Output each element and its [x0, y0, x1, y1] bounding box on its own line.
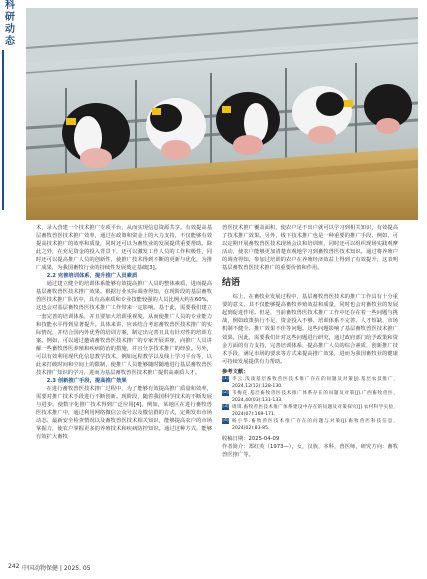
section-tag-char: 研	[5, 12, 15, 23]
paragraph: 术，录入营建一个技术推广专项平台，从而实现信息资源共享。有效提高基层畜牧兽医技术推广效率，通过在政策和资金上的大力支持，不仅能够有效提高技术推广的效率和质量，同时还可以为畜牧业的发展提供重要帮助。除此之外，在充足资金的投入背景下，还可以激发工作人员的工作积极性，同时还可以提高推广人员的创新性，使推广技术得到不断的更新与优化，为推广成果，为我国畜牧行业的持续性发展奠定基础[3]。	[36, 225, 212, 272]
reference-text: 杨小华.畜牧兽医技术推广存在的问题与对策[J].畜牧兽医科技信息，2024(02):83-85.	[232, 418, 398, 431]
page-number: 242	[8, 563, 20, 570]
left-column	[36, 224, 212, 441]
section-tag-char: 动	[5, 24, 15, 35]
reference-text: 李云.浅谈基层畜牧兽医技术推广存在的问题及对策[J].基层农技推广，2024,12(12):128-130.	[232, 376, 398, 389]
section-tag-char: 态	[5, 36, 15, 47]
reference-number: [1]	[222, 376, 229, 382]
article-photo	[26, 8, 418, 220]
references-title: 参考文献：	[222, 368, 249, 375]
reference-number: [4]	[222, 418, 229, 424]
reference-text: 周琪.畜牧兽医技术推广体系建设中存在的问题及对策探究[J].农村科学实验，2024(07):169-171.	[232, 404, 398, 417]
reference-item	[222, 390, 398, 404]
journal-name: 中国动物保健 | 2025. 05	[22, 565, 91, 572]
reference-text: 韦梅花.基层畜牧兽医技术推广体系存在的问题及对策[J].广西畜牧兽医，2024,40(03):131-133.	[232, 390, 398, 403]
received-date: 收稿日期：2025-04-09	[222, 435, 280, 442]
author-bio: 作者简介：郑红英（1973—），女，汉族，本科，兽医师，研究方向：畜牧兽医推广等。	[222, 443, 398, 458]
paragraph: 通过建立健全的培训体系能够有效提高推广人员的整体素质，进而提高基层畜牧兽医技术推广效果。根据行业实际调查得知，在现阶段的基层畜牧兽医技术推广队伍中，具有高素质和专业技能较强的人员比例大约在60%，这也会对基层畜牧兽医技术推广工作带来一定影响。基于此，需要我们建立一套完善的培训体系，并且要加大培训重视度，从而使推广人员的专业能力和技能水平得到显著提升。具体来讲，应该结合考虑畜牧兽医技术推广的实际情况，并结合国内外优秀的培训方案，制定出完善且具有针对性的培训方案。例如，可以通过邀请畜牧兽医技术推广的专家开展讲座，向推广人员讲解一些畜牧兽医养殖和疾病防治的措施，并且分享技术推广的经验。另外，可以有效利用现代化信息教学技术，例如远程教学以及线上学习平台等，以此来打破时间和空间上的限制，使推广人员能够随时随地进行基层畜牧兽医技术推广知识的学习，进而为基层畜牧兽医技术推广提供高素质人才。	[36, 281, 212, 376]
section-tag	[0, 0, 20, 52]
page-footer	[0, 560, 427, 576]
section-heading: 2.2 完善培训体系，提升推广人员素质	[46, 273, 138, 280]
paragraph: 综上，在畜牧业发展过程中，基层畜牧兽医技术的推广工作具有十分重要的意义，其不仅能够提高畜牧养殖效益和质量，同时也会对畜牧业的发展起到促进作用。但是，当前畜牧兽医技术推广工作中还存在着一些问题与挑战，例如政策执行不足、资金投入不够、培训体系不完善、人才短缺、市场机制不健全、推广效果不佳等问题。这些问题影响了基层畜牧兽医技术推广效果。因此，需要我们针对这些问题进行研究，通过政府部门给予政策和资金方面的有力支持，完善培训体系，提高推广人员的综合素质，创新推广技术手段，满足市场的要求等方式来提高推广效果，进而为我国畜牧业的健康可持续发展提供有力帮助。	[222, 294, 398, 365]
section-tag-bar	[2, 50, 4, 210]
reference-item	[222, 404, 398, 418]
paragraph: 在进行畜牧兽医技术推广过程中，为了能够有效提高推广质量和效率，需要对推广技术手段进行不断创新。现阶段，随着我国科学技术的不断发展与进步，使数字化推广技术得到广泛应用[4]。例如，某地区在进行畜牧兽医技术推广中，通过利用网络微信公众号以及微信群的方式，定期发布市场动态、最新安全检查情况以及畜牧兽医技术相关知识，能够提高农户的市场掌握力，使农户掌握更多的养殖技术和疾病防控知识。通过这种方式，能够有效扩大畜牧	[36, 385, 212, 441]
cows-photo-illustration	[26, 8, 418, 220]
reference-number: [3]	[222, 404, 229, 410]
section-heading: 2.3 创新推广手段，提高推广效果	[46, 377, 127, 384]
section-tag-char: 科	[5, 0, 15, 11]
reference-item	[222, 376, 398, 390]
conclusion-heading: 结语	[222, 278, 241, 289]
paragraph: 兽医技术推广覆盖面积，使农户足不出户就可以学习到相关知识，有效提高了技术推广效果。另外，线下技术推广也是一种重要的推广手段。例如，可以定期开展畜牧兽医技术现场会议和培训班，同时还可以组织现场实践观摩活动，使农户能够更加清楚直观地学习到畜牧兽医技术知识。通过将养殖户的调查得知，参加过培训的农户在养殖经济效益上得到了有效提升，这表明基层畜牧兽医技术推广的重要价值和作用。	[222, 225, 398, 272]
reference-number: [2]	[222, 390, 229, 396]
right-column	[222, 224, 398, 459]
reference-item	[222, 418, 398, 432]
